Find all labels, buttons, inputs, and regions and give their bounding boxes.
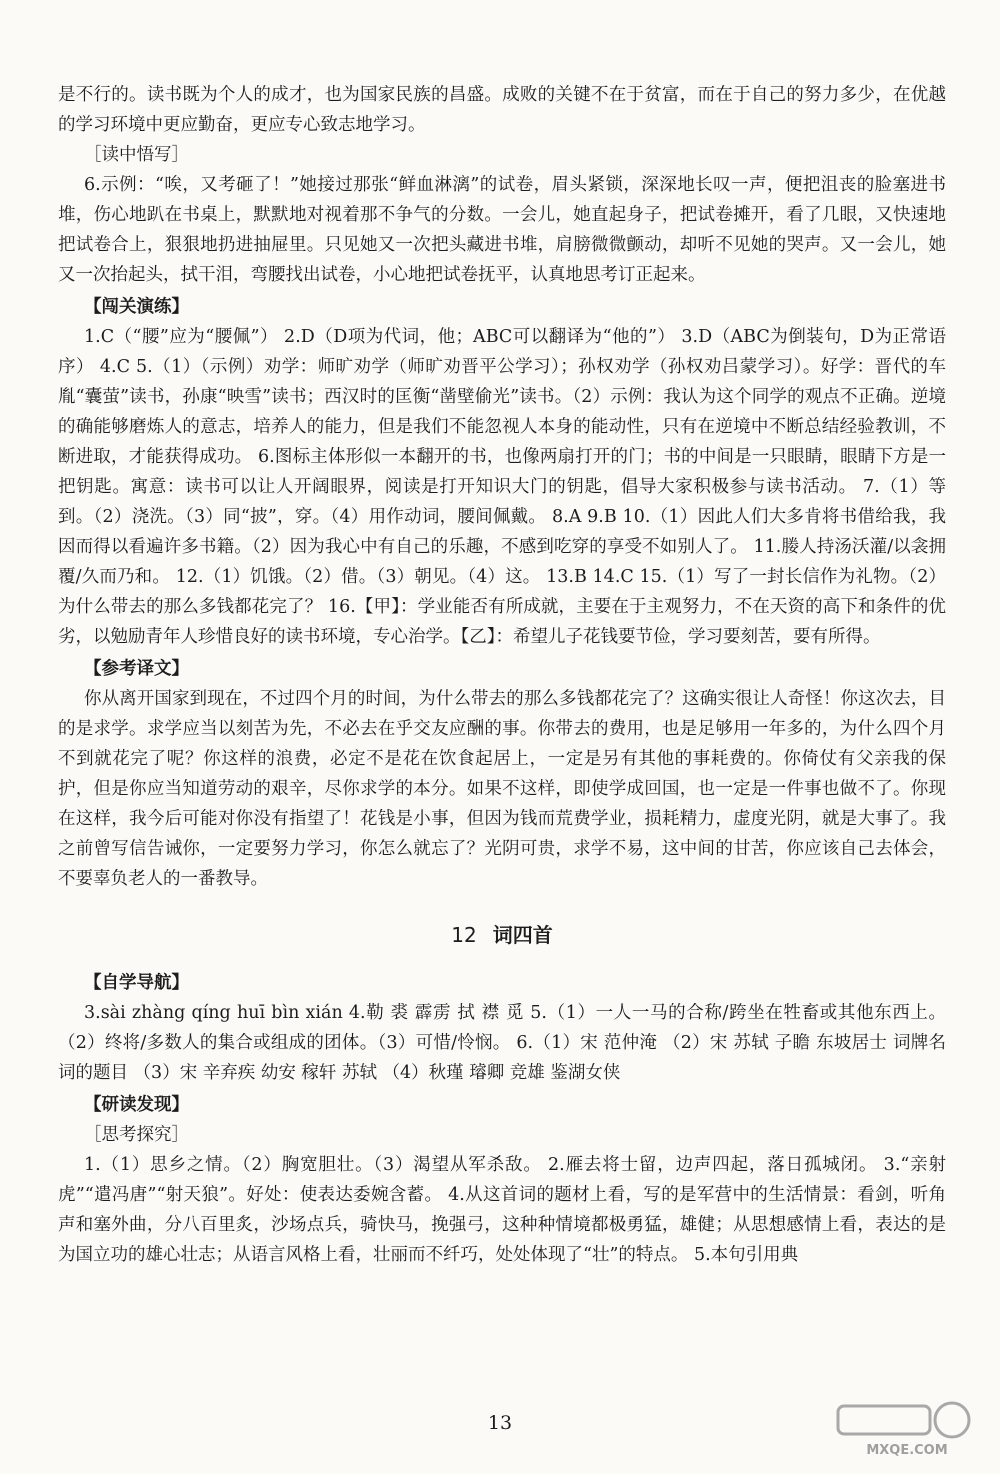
heading-translation: 【参考译文】 xyxy=(84,659,189,679)
watermark-text: MXQE.COM xyxy=(866,1443,948,1458)
heading-self-study: 【自学导航】 xyxy=(84,973,189,993)
page-number: 13 xyxy=(487,1412,513,1434)
paragraph-top: 是不行的。读书既为个人的成才，也为国家民族的昌盛。成败的关键不在于贫富，而在于自己的努力多少，在优越的学习环境中更应勤奋，更应专心致志地学习。 xyxy=(58,85,946,135)
section-title-text: 词四首 xyxy=(492,923,553,947)
section-number: 12 xyxy=(451,923,477,947)
paragraph-translation: 你从离开国家到现在，不过四个月的时间，为什么带去的那么多钱都花完了？这确实很让人奇怪！你这次去，目的是求学。求学应当以刻苦为先，不必去在乎交友应酬的事。你带去的费用，也是足够用一年多的，为什么四个月不到就花完了呢？你这样的浪费，必定不是花在饮食起居上，一定是另有其他的事耗费的。你倚仗有父亲我的保护，但是你应当知道劳动的艰辛，尽你求学的本分。如果不这样，即使学成回国，也一定是一件事也做不了。你现在这样，我今后可能对你没有指望了！花钱是小事，但因为钱而荒费学业，损耗精力，虚度光阴，就是大事了。我之前曾写信告诫你，一定要努力学习，你怎么就忘了？光阴可贵，求学不易，这中间的甘苦，你应该自己去体会，不要辜负老人的一番教导。 xyxy=(58,689,946,889)
tag-read-write: ［读中悟写］ xyxy=(84,145,189,165)
section-title xyxy=(58,920,946,950)
document-page xyxy=(58,80,946,1270)
watermark-logo-icon xyxy=(832,1398,982,1460)
heading-research: 【研读发现】 xyxy=(84,1095,189,1115)
paragraph-self-study: 3.sài zhàng qíng huī bìn xián 4.勒 裘 霹雳 拭 襟 觅 5.（1）一人一马的合称/跨坐在牲畜或其他东西上。（2）终将/多数人的集合或组成的团体。（3）可惜/怜悯。 6.（1）宋 范仲淹 （2）宋 苏轼 子瞻 东坡居士 词牌名 词的题目 （3）宋 辛弃疾 幼安 稼轩 苏轼 （4）秋瑾 璿卿 竞雄 鉴湖女侠 xyxy=(58,1003,946,1083)
paragraph-q6: 6.示例：“唉，又考砸了！”她接过那张“鲜血淋漓”的试卷，眉头紧锁，深深地长叹一声，便把沮丧的脸塞进书堆，伤心地趴在书桌上，默默地对视着那不争气的分数。一会儿，她直起身子，把试卷摊开，看了几眼，又快速地把试卷合上，狠狠地扔进抽屉里。只见她又一次把头藏进书堆，肩膀微微颤动，却听不见她的哭声。又一会儿，她又一次抬起头，拭干泪，弯腰找出试卷，小心地把试卷抚平，认真地思考订正起来。 xyxy=(58,175,946,285)
paragraph-explore: 1.（1）思乡之情。（2）胸宽胆壮。（3）渴望从军杀敌。 2.雁去将士留，边声四起，落日孤城闭。 3.“亲射虎”“遣冯唐”“射天狼”。好处：使表达委婉含蓄。 4.从这首词的题材上看，写的是军营中的生活情景：看剑，听角声和塞外曲，分八百里炙，沙场点兵，骑快马，挽强弓，这种种情境都极勇猛，雄健；从思想感情上看，表达的是为国立功的雄心壮志；从语言风格上看，壮丽而不纤巧，处处体现了“壮”的特点。 5.本句引用典 xyxy=(58,1155,946,1265)
heading-practice: 【闯关演练】 xyxy=(84,297,189,317)
tag-explore: ［思考探究］ xyxy=(84,1125,189,1145)
paragraph-practice: 1.C（“腰”应为“腰佩”） 2.D（D项为代词，他；ABC可以翻译为“他的”） 3.D（ABC为倒装句，D为正常语序） 4.C 5.（1）（示例）劝学：师旷劝学（师旷劝晋平公学习）；孙权劝学（孙权劝吕蒙学习）。好学：晋代的车胤“囊萤”读书，孙康“映雪”读书；西汉时的匡衡“凿壁偷光”读书。（2）示例：我认为这个同学的观点不正确。逆境的确能够磨炼人的意志，培养人的能力，但是我们不能忽视人本身的能动性，只有在逆境中不断总结经验教训，不断进取，才能获得成功。 6.图标主体形似一本翻开的书，也像两扇打开的门；书的中间是一只眼睛，眼睛下方是一把钥匙。寓意：读书可以让人开阔眼界，阅读是打开知识大门的钥匙，倡导大家积极参与读书活动。 7.（1）等到。（2）浇洗。（3）同“披”，穿。（4）用作动词，腰间佩戴。 8.A 9.B 10.（1）因此人们大多肯将书借给我，我因而得以看遍许多书籍。（2）因为我心中有自己的乐趣，不感到吃穿的享受不如别人了。 11.媵人持汤沃灌/以衾拥覆/久而乃和。 12.（1）饥饿。（2）借。（3）朝见。（4）这。 13.B 14.C 15.（1）写了一封长信作为礼物。（2）为什么带去的那么多钱都花完了？ 16.【甲】：学业能否有所成就，主要在于主观努力，不在天资的高下和条件的优劣，以勉励青年人珍惜良好的读书环境，专心治学。【乙】：希望儿子花钱要节俭，学习要刻苦，要有所得。 xyxy=(58,327,946,647)
